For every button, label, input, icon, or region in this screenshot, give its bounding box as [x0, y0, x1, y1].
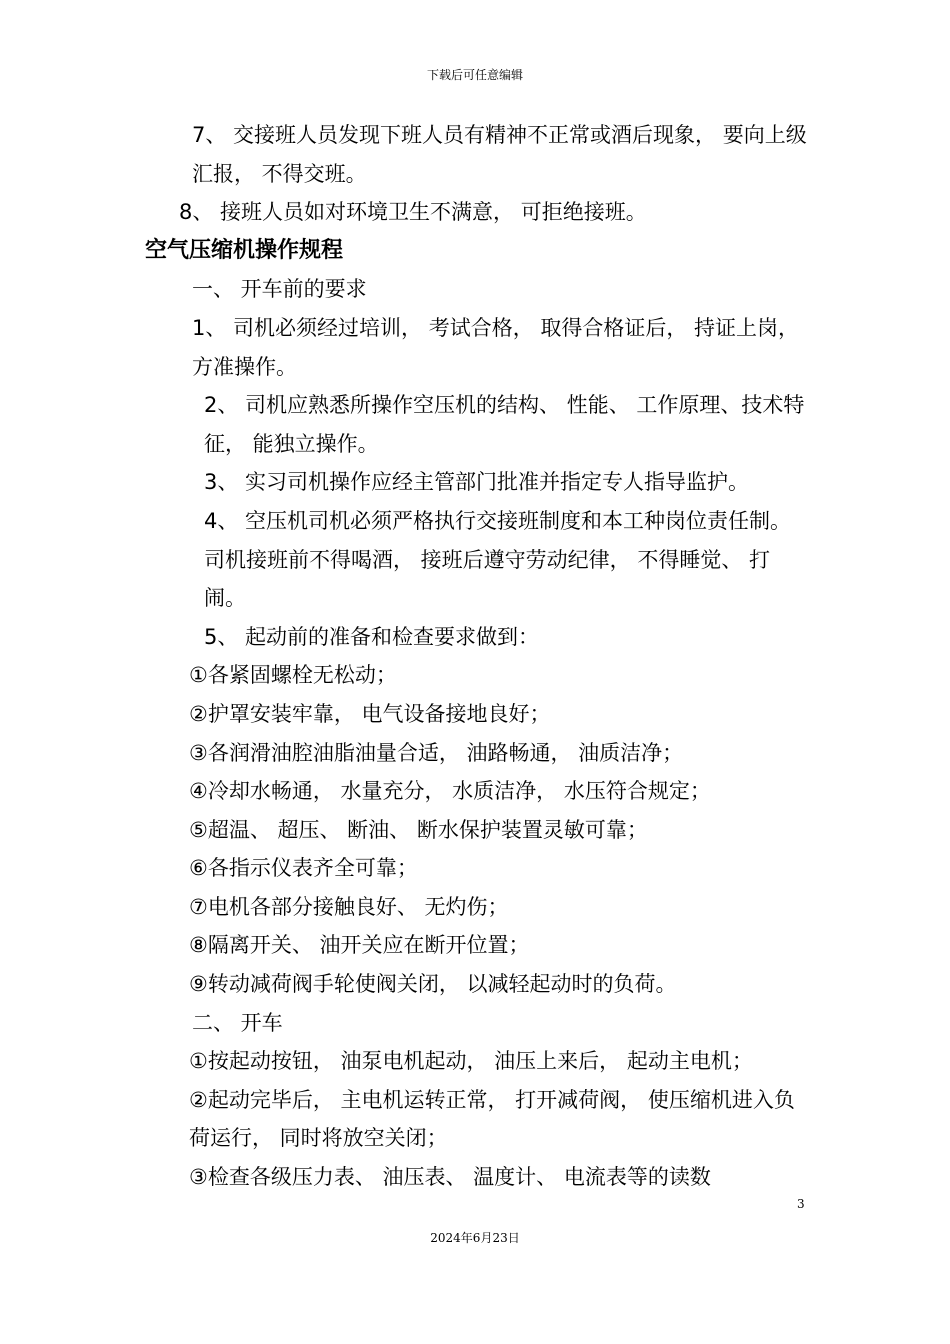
- check-2: ②护罩安装牢靠， 电气设备接地良好；: [189, 701, 551, 726]
- item-1: 1、 司机必须经过培训， 考试合格， 取得合格证后， 持证上岗， 方准操作。: [192, 315, 800, 379]
- check-5: ⑤超温、 超压、 断油、 断水保护装置灵敏可靠；: [189, 817, 648, 842]
- check-9: ⑨转动减荷阀手轮使阀关闭， 以减轻起动时的负荷。: [189, 972, 677, 997]
- paragraph-8: 8、 接班人员如对环境卫生不满意， 可拒绝接班。: [179, 200, 647, 225]
- check-6: ⑥各指示仪表齐全可靠；: [189, 856, 418, 881]
- check-3: ③各润滑油腔油脂油量合适， 油路畅通， 油质洁净；: [189, 740, 684, 765]
- page-footer-date: 2024年6月23日: [430, 1231, 520, 1245]
- section-title: 空气压缩机操作规程: [145, 237, 344, 263]
- item-3: 3、 实习司机操作应经主管部门批准并指定专人指导监护。: [204, 470, 750, 495]
- heading-2: 二、 开车: [192, 1010, 283, 1035]
- item-2: 2、 司机应熟悉所操作空压机的结构、 性能、 工作原理、技术特征， 能独立操作。: [204, 393, 805, 456]
- item-4: 4、 空压机司机必须严格执行交接班制度和本工种岗位责任制。司机接班前不得喝酒， 接班后遵守劳动纪律， 不得睡觉、 打闹。: [204, 508, 792, 611]
- item-5: 5、 起动前的准备和检查要求做到：: [204, 624, 540, 649]
- check-7: ⑦电机各部分接触良好、 无灼伤；: [189, 894, 509, 919]
- page-header: 下载后可任意编辑: [426, 68, 523, 82]
- start-1: ①按起动按钮， 油泵电机起动， 油压上来后， 起动主电机；: [189, 1049, 753, 1074]
- document-body: [145, 116, 810, 1197]
- start-2: ②起动完毕后， 主电机运转正常， 打开减荷阀， 使压缩机进入负荷运行， 同时将放空关闭；: [189, 1087, 795, 1151]
- check-4: ④冷却水畅通， 水量充分， 水质洁净， 水压符合规定；: [189, 779, 711, 804]
- heading-1: 一、 开车前的要求: [192, 277, 367, 302]
- start-3: ③检查各级压力表、 油压表、 温度计、 电流表等的读数: [189, 1165, 711, 1190]
- check-1: ①各紧固螺栓无松动；: [189, 663, 397, 688]
- paragraph-7: 7、 交接班人员发现下班人员有精神不正常或酒后现象， 要向上级汇报， 不得交班。: [192, 123, 807, 186]
- check-8: ⑧隔离开关、 油开关应在断开位置；: [189, 933, 530, 958]
- page-number: 3: [797, 1197, 805, 1211]
